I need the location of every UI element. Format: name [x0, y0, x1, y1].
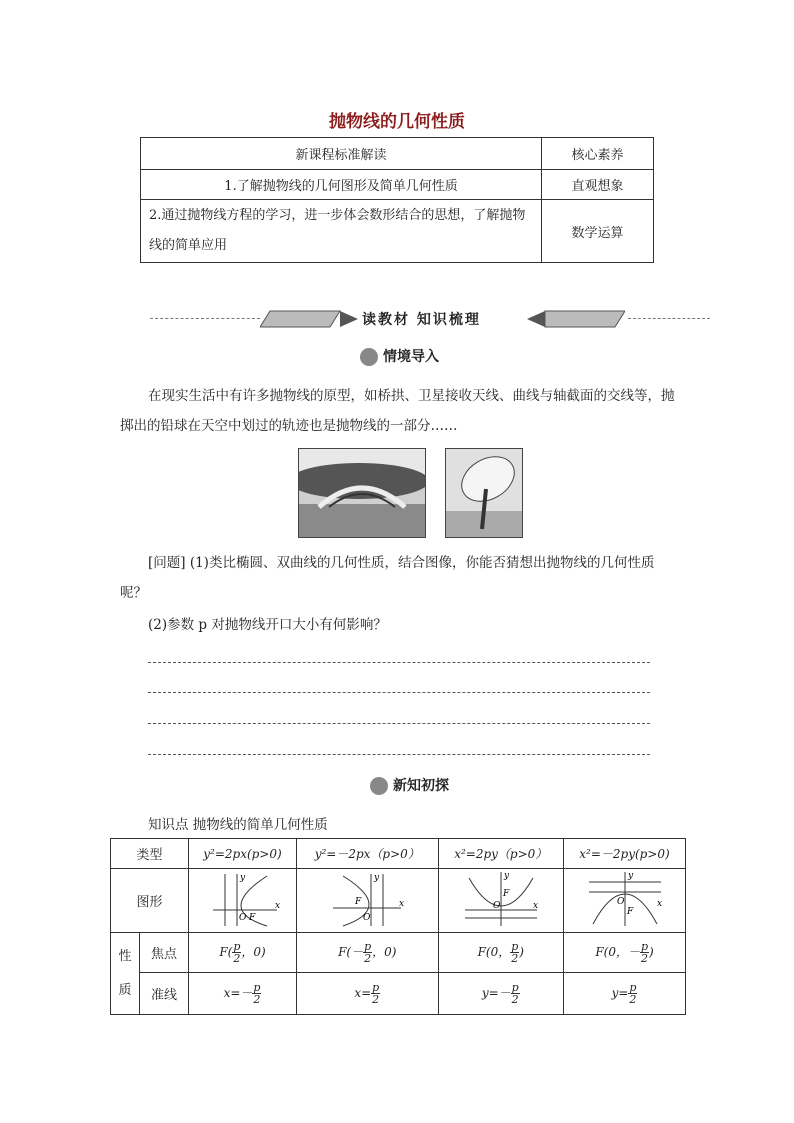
section-new-knowledge: 新知初探: [370, 775, 449, 795]
svg-text:x: x: [656, 898, 662, 909]
figure-3: [438, 869, 564, 933]
focus-2: F(－ $\frac{p}{2}$ ，0): [297, 933, 439, 973]
answer-line-1[interactable]: [148, 662, 650, 663]
figure-4: [564, 869, 686, 933]
directrix-label: 准线: [140, 973, 189, 1015]
svg-text:y: y: [627, 870, 633, 881]
answer-line-3[interactable]: [148, 723, 650, 724]
svg-text:F: F: [355, 896, 362, 907]
svg-text:F: F: [626, 906, 633, 917]
svg-text:x: x: [532, 900, 538, 911]
intro-paragraph: 在现实生活中有许多抛物线的原型，如桥拱、卫星接收天线、曲线与轴截面的交线等，抛掷出的铅球在天空中划过的轨迹也是抛物线的一部分……: [120, 388, 675, 434]
svg-text:x: x: [399, 898, 405, 909]
section-intro: 情境导入: [360, 346, 439, 366]
standards-table: [140, 137, 654, 263]
answer-line-4[interactable]: [148, 754, 650, 755]
leaf-icon: [370, 777, 388, 795]
competency-row-1: 直观想象: [542, 170, 654, 200]
svg-text:F: F: [248, 912, 255, 923]
svg-text:O: O: [616, 896, 624, 907]
telescope-icon: [360, 348, 378, 366]
type-2: y²=－2px（p>0）: [297, 839, 439, 869]
type-3: x²=2py（p>0）: [438, 839, 564, 869]
svg-text:y: y: [239, 872, 245, 883]
property-label: 性 质: [111, 933, 140, 1015]
banner-left-decoration: [260, 309, 360, 329]
knowledge-point: 知识点 抛物线的简单几何性质: [148, 817, 328, 833]
directrix-3: y=－ $\frac{p}{2}$: [438, 973, 564, 1015]
banner-title: 读教材 知识梳理: [362, 312, 481, 328]
satellite-dish-photo: [445, 448, 523, 538]
type-label: 类型: [111, 839, 189, 869]
figure-1: [189, 869, 297, 933]
svg-text:F: F: [502, 888, 510, 899]
svg-text:O: O: [492, 900, 501, 911]
directrix-1: x=－ $\frac{p}{2}$: [189, 973, 297, 1015]
question-1: [问题] (1)类比椭圆、双曲线的几何性质，结合图像，你能否猜想出抛物线的几何性质呢？: [120, 555, 655, 601]
graph-right-opening: [203, 870, 283, 928]
type-4: x²=－2py(p>0): [564, 839, 686, 869]
focus-1: F( $\frac{p}{2}$ ，0): [189, 933, 297, 973]
focus-label: 焦点: [140, 933, 189, 973]
banner-right-decoration: [525, 309, 625, 329]
bridge-photo: [298, 448, 426, 538]
page-title: 抛物线的几何性质: [329, 112, 465, 132]
section-banner: [150, 306, 710, 332]
type-1: y²=2px(p>0): [189, 839, 297, 869]
graph-left-opening: [327, 870, 407, 928]
standard-row-2: 2.通过抛物线方程的学习，进一步体会数形结合的思想，了解抛物线的简单应用: [141, 200, 542, 263]
svg-text:O: O: [363, 912, 371, 923]
figure-label: 图形: [111, 869, 189, 933]
figure-2: [297, 869, 439, 933]
focus-4: F(0，－ $\frac{p}{2}$ ): [564, 933, 686, 973]
svg-text:y: y: [374, 872, 380, 883]
svg-text:y: y: [503, 870, 509, 881]
standard-row-1: 1.了解抛物线的几何图形及简单几何性质: [141, 170, 542, 200]
graph-down-opening: [585, 870, 665, 928]
question-2: (2)参数 p 对抛物线开口大小有何影响？: [148, 617, 387, 633]
svg-text:O: O: [238, 912, 246, 923]
directrix-4: y= $\frac{p}{2}$: [564, 973, 686, 1015]
properties-table: [110, 838, 686, 1015]
competency-row-2: 数学运算: [542, 200, 654, 263]
answer-line-2[interactable]: [148, 692, 650, 693]
focus-3: F(0， $\frac{p}{2}$ ): [438, 933, 564, 973]
directrix-2: x= $\frac{p}{2}$: [297, 973, 439, 1015]
svg-text:x: x: [274, 900, 280, 911]
graph-up-opening: [461, 870, 541, 928]
standards-header-1: 新课程标准解读: [141, 138, 542, 170]
standards-header-2: 核心素养: [542, 138, 654, 170]
